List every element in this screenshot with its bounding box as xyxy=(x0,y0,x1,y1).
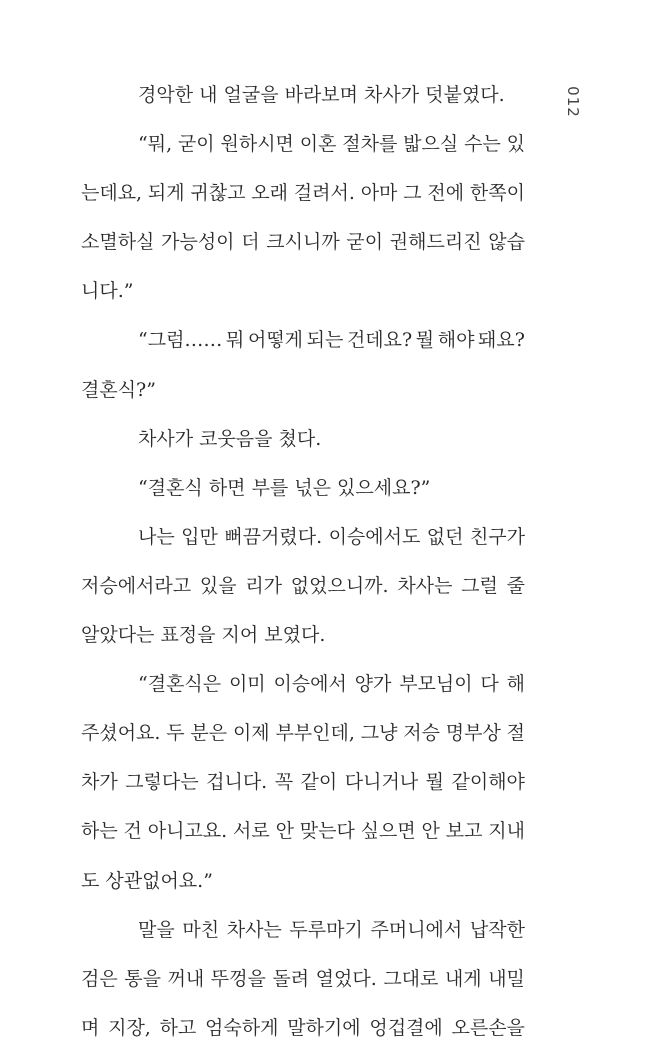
word: 며 xyxy=(81,1016,100,1039)
word: 안 xyxy=(421,820,440,843)
text-line xyxy=(81,911,525,960)
text-line xyxy=(81,174,525,223)
text-line xyxy=(81,960,525,1009)
word: 해야 xyxy=(437,329,475,352)
word: 친구가 xyxy=(469,525,525,548)
word: 말하기에 xyxy=(287,1016,361,1039)
word: 가능성이 xyxy=(161,231,235,254)
text-line xyxy=(81,272,525,321)
word: 부모님이 xyxy=(399,673,473,696)
word: 마친 xyxy=(182,918,220,941)
word: 같이해야 xyxy=(451,771,525,794)
text-line xyxy=(81,420,525,469)
word: 줄 xyxy=(506,574,525,597)
word: 부부인데, xyxy=(275,722,355,745)
word: 같이 xyxy=(300,771,338,794)
word: 귀찮고 xyxy=(190,182,246,205)
line-text: 도 상관없어요.” xyxy=(81,869,213,892)
text-line xyxy=(81,812,525,861)
word: 납작한 xyxy=(469,918,525,941)
word: 나는 xyxy=(138,525,175,548)
body-text xyxy=(81,76,525,1058)
word: 주머니에서 xyxy=(370,918,463,941)
word: 수는 xyxy=(464,133,501,156)
text-line xyxy=(81,223,525,272)
word: 차사는 xyxy=(397,574,453,597)
text-line xyxy=(81,125,525,174)
word: 하고 xyxy=(159,1016,197,1039)
word: 리가 xyxy=(245,574,283,597)
page-number: 012 xyxy=(564,86,582,118)
word: 원하시면 xyxy=(220,133,294,156)
word: 되는 xyxy=(306,329,344,352)
text-line xyxy=(81,763,525,812)
word: 지장, xyxy=(108,1016,151,1039)
word: 소멸하실 xyxy=(81,231,155,254)
word: 다니거나 xyxy=(344,771,419,794)
word: 권해드리진 xyxy=(389,231,482,254)
word: 절차를 xyxy=(342,133,398,156)
word: 차가 xyxy=(81,771,118,794)
word: 굳이 xyxy=(346,231,384,254)
word: 입만 xyxy=(181,525,218,548)
word: 이미 xyxy=(228,673,266,696)
text-line xyxy=(81,567,525,616)
word: 해 xyxy=(506,673,525,696)
line-text: 차사가 코웃음을 쳤다. xyxy=(138,427,322,450)
word: 꺼내 xyxy=(167,967,205,990)
word: 뚜껑을 xyxy=(210,967,266,990)
word: 이제 xyxy=(232,722,270,745)
word: 그 xyxy=(403,182,422,205)
word: 뭘 xyxy=(415,329,435,352)
text-line xyxy=(81,714,525,763)
word: 더 xyxy=(241,231,260,254)
word: 오래 xyxy=(251,182,288,205)
word: “뭐, xyxy=(138,133,173,156)
word: 두루마기 xyxy=(289,918,363,941)
line-text: 경악한 내 얼굴을 바라보며 차사가 덧붙였다. xyxy=(138,84,505,106)
word: 열었다. xyxy=(315,967,377,990)
word: 돼요? xyxy=(478,329,525,352)
word: 지내 xyxy=(488,820,525,843)
word: 주셨어요. xyxy=(81,722,161,745)
word: “그럼…… xyxy=(138,329,223,352)
word: 뻐끔거렸다. xyxy=(224,525,323,548)
text-line xyxy=(81,371,525,420)
word: 이혼 xyxy=(299,133,337,156)
word: 한쪽이 xyxy=(469,182,525,205)
word: 걸려서. xyxy=(293,182,355,205)
word: 는데요, xyxy=(81,182,143,205)
word: 그대로 xyxy=(383,967,439,990)
word: 그렇다는 xyxy=(125,771,199,794)
text-line xyxy=(81,321,525,370)
word: 싶으면 xyxy=(360,820,416,843)
text-line xyxy=(81,518,525,567)
word: 저승에서라고 xyxy=(81,574,192,597)
line-text: 알았다는 표정을 지어 보였다. xyxy=(81,624,326,647)
word: 서로 xyxy=(233,820,270,843)
word: 전에 xyxy=(427,182,465,205)
word: 양가 xyxy=(354,673,392,696)
word: 건데요? xyxy=(346,329,413,352)
word: 아니고요. xyxy=(147,820,228,843)
word: 아마 xyxy=(360,182,398,205)
word: 저승 xyxy=(403,722,440,745)
word: 있을 xyxy=(199,574,237,597)
word: 꼭 xyxy=(274,771,294,794)
word: 건 xyxy=(123,820,142,843)
line-text: 니다.” xyxy=(81,280,134,303)
text-line xyxy=(81,616,525,665)
word: 없었으니까. xyxy=(290,574,389,597)
line-text: 결혼식?” xyxy=(81,378,156,401)
word: 오른손을 xyxy=(451,1016,525,1039)
word: “결혼식은 xyxy=(138,673,222,696)
word: 엄숙하게 xyxy=(205,1016,279,1039)
word: 뭐 xyxy=(226,329,245,352)
text-line xyxy=(81,469,525,518)
word: 다 xyxy=(480,673,499,696)
word: 있 xyxy=(506,133,525,156)
word: 이승에서도 xyxy=(328,525,421,548)
word: 보고 xyxy=(445,820,483,843)
word: 안 xyxy=(275,820,294,843)
word: 뭘 xyxy=(425,771,445,794)
word: 굳이 xyxy=(177,133,215,156)
text-line xyxy=(81,76,525,125)
word: 돌려 xyxy=(272,967,310,990)
word: 되게 xyxy=(147,182,185,205)
word: 내게 xyxy=(444,967,482,990)
line-text: “결혼식 하면 부를 넋은 있으세요?” xyxy=(138,476,431,499)
text-line xyxy=(81,665,525,714)
word: 크시니까 xyxy=(266,231,340,254)
word: 통을 xyxy=(124,967,161,990)
word: 그냥 xyxy=(360,722,398,745)
word: 그럴 xyxy=(461,574,498,597)
word: 엉겁결에 xyxy=(369,1016,443,1039)
text-line xyxy=(81,1009,525,1058)
word: 이승에서 xyxy=(273,673,347,696)
word: 밟으실 xyxy=(403,133,459,156)
word: 절 xyxy=(506,722,525,745)
text-line xyxy=(81,862,525,911)
word: 겁니다. xyxy=(206,771,268,794)
word: 없던 xyxy=(426,525,464,548)
word: 내밀 xyxy=(488,967,525,990)
word: 어떻게 xyxy=(247,329,304,352)
word: 않습 xyxy=(488,231,525,254)
word: 하는 xyxy=(81,820,118,843)
word: 차사는 xyxy=(226,918,282,941)
word: 분은 xyxy=(190,722,228,745)
word: 검은 xyxy=(81,967,118,990)
word: 말을 xyxy=(138,918,175,941)
word: 두 xyxy=(166,722,185,745)
word: 맞는다 xyxy=(299,820,355,843)
word: 명부상 xyxy=(445,722,501,745)
